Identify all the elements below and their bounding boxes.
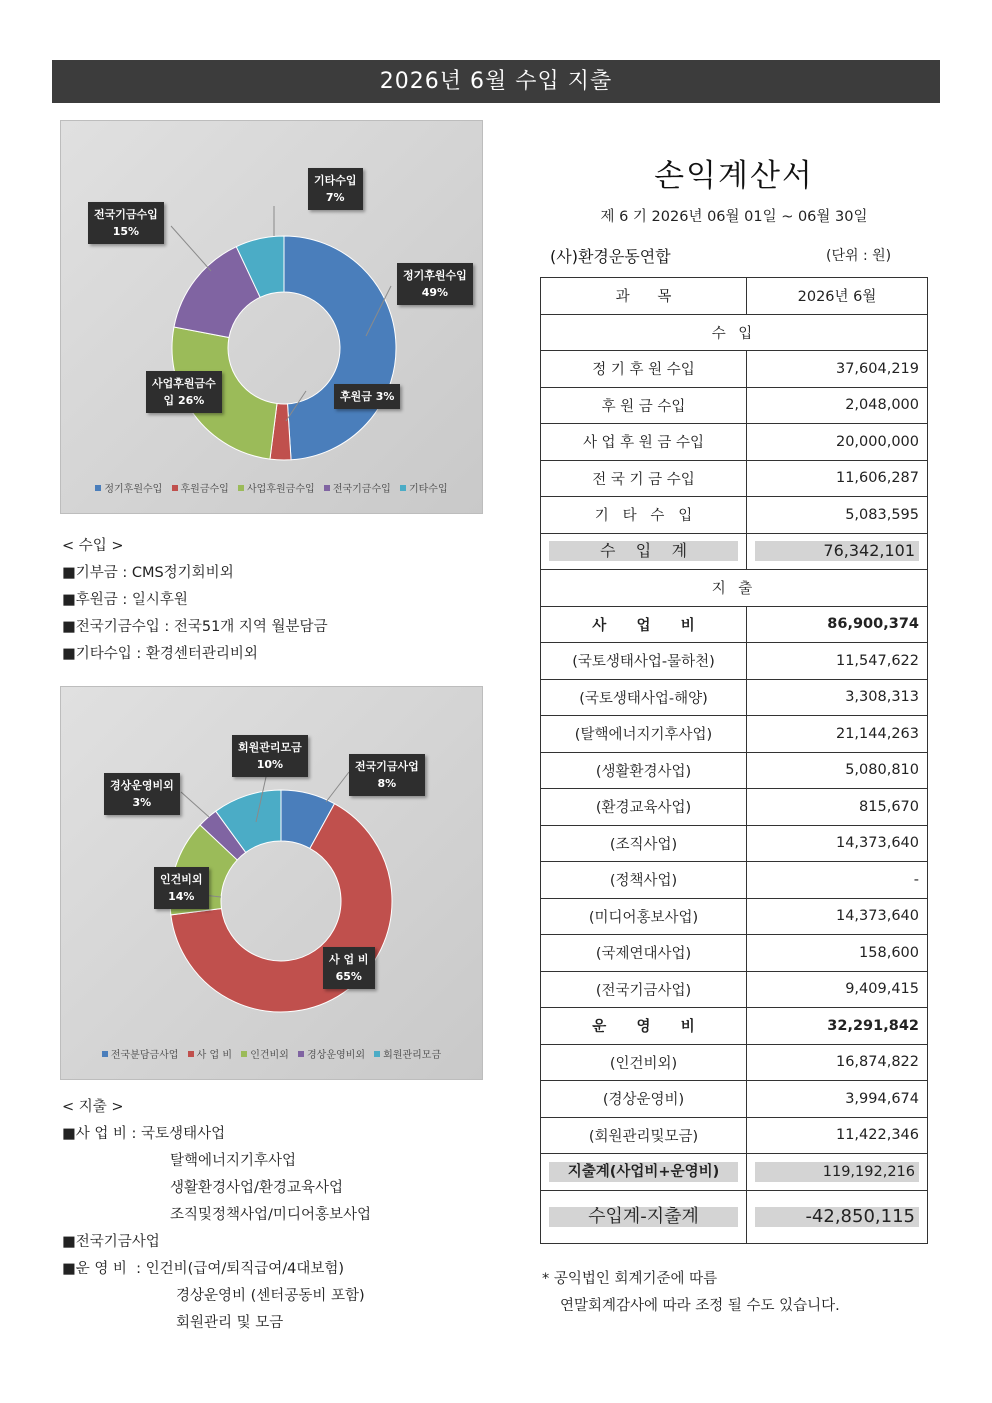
row-label: (정책사업) (541, 862, 747, 899)
legend-item: 정기후원수입 (95, 480, 162, 495)
income-total-row (541, 533, 928, 570)
footnote-line: * 공익법인 회계기준에 따름 (542, 1271, 718, 1287)
row-value: 14,373,640 (747, 825, 928, 862)
table-row (541, 752, 928, 789)
table-row (541, 460, 928, 497)
legend-item: 회원관리모금 (374, 1046, 441, 1061)
expense-callout-biz: 사 업 비 65% (323, 947, 375, 989)
row-value: 2,048,000 (747, 387, 928, 424)
row-label: 운 영 비 (541, 1008, 747, 1045)
footnote (542, 1266, 840, 1320)
expense-total-row (541, 1154, 928, 1191)
table-row (541, 497, 928, 534)
row-label: 전 국 기 금 수입 (541, 460, 747, 497)
income-notes-heading: < 수입 > (62, 538, 124, 554)
income-total-value: 76,342,101 (755, 541, 919, 561)
table-row (541, 351, 928, 388)
expense-note-line: 탈핵에너지기후사업 (170, 1153, 297, 1169)
expense-note-line: ■사 업 비 : 국토생태사업 (62, 1126, 226, 1142)
net-label: 수입계-지출계 (549, 1207, 738, 1227)
biz-total-row (541, 606, 928, 643)
row-label: 기 타 수 입 (541, 497, 747, 534)
expense-notes (62, 1094, 371, 1337)
table-row (541, 935, 928, 972)
income-chart (60, 120, 483, 514)
legend-item: 사 업 비 (188, 1046, 232, 1061)
income-section-label: 수 입 (541, 314, 928, 351)
row-value: - (747, 862, 928, 899)
row-label: (국토생태사업-해양) (541, 679, 747, 716)
row-value: 37,604,219 (747, 351, 928, 388)
expense-callout-national: 전국기금사업 8% (349, 754, 425, 796)
row-label: (전국기금사업) (541, 971, 747, 1008)
expense-total-value: 119,192,216 (755, 1162, 919, 1182)
table-row (541, 424, 928, 461)
income-total-label: 수 입 계 (549, 541, 738, 561)
income-callout-national: 전국기금수입 15% (88, 202, 164, 244)
table-row (541, 387, 928, 424)
income-note-item: ■전국기금수입 : 전국51개 지역 월분담금 (62, 619, 328, 635)
income-note-item: ■기부금 : CMS정기회비외 (62, 565, 234, 581)
statement-period: 제 6 기 2026년 06월 01일 ~ 06월 30일 (600, 209, 868, 225)
row-label: (미디어홍보사업) (541, 898, 747, 935)
income-callout-project: 사업후원금수 입 26% (146, 371, 222, 413)
col-item: 과 목 (541, 278, 747, 315)
row-label: 정 기 후 원 수입 (541, 351, 747, 388)
legend-item: 전국기금수입 (324, 480, 391, 495)
legend-item: 경상운영비외 (298, 1046, 365, 1061)
leader-line (181, 792, 209, 817)
expense-note-line: ■운 영 비 : 인건비(급여/퇴직급여/4대보험) (62, 1261, 345, 1277)
row-label: (환경교육사업) (541, 789, 747, 826)
row-value: 11,422,346 (747, 1117, 928, 1154)
statement-title: 손익계산서 (654, 158, 814, 194)
donut-slice-1 (284, 236, 396, 460)
row-label: (조직사업) (541, 825, 747, 862)
income-note-item: ■기타수입 : 환경센터관리비외 (62, 646, 258, 662)
section-row (541, 570, 928, 607)
expense-callout-ops: 경상운영비외 3% (104, 773, 180, 815)
page-banner: 2026년 6월 수입 지출 (52, 60, 940, 103)
expense-total-label: 지출계(사업비+운영비) (549, 1162, 738, 1182)
row-label: (경상운영비) (541, 1081, 747, 1118)
row-label: 후 원 금 수입 (541, 387, 747, 424)
row-label: 사 업 후 원 금 수입 (541, 424, 747, 461)
ops-total-row (541, 1008, 928, 1045)
expense-note-line: ■전국기금사업 (62, 1234, 160, 1250)
income-callout-regular: 정기후원수입 49% (397, 263, 473, 305)
row-label: (국제연대사업) (541, 935, 747, 972)
expense-section-label: 지 출 (541, 570, 928, 607)
row-value: 3,994,674 (747, 1081, 928, 1118)
legend-item: 기타수입 (400, 480, 448, 495)
table-header-row (541, 278, 928, 315)
row-value: 11,606,287 (747, 460, 928, 497)
income-notes (62, 533, 328, 668)
expense-note-line: 경상운영비 (센터공동비 포함) (176, 1288, 365, 1304)
income-note-item: ■후원금 : 일시후원 (62, 592, 188, 608)
footnote-line: 연말회계감사에 따라 조정 될 수도 있습니다. (560, 1298, 840, 1314)
row-value: 815,670 (747, 789, 928, 826)
statement-org: (사)환경운동연합 (550, 247, 671, 266)
row-value: 11,547,622 (747, 643, 928, 680)
income-donut (61, 121, 484, 515)
leader-line (326, 772, 349, 802)
net-row (541, 1190, 928, 1243)
row-value: 20,000,000 (747, 424, 928, 461)
expense-note-line: 생활환경사업/환경교육사업 (170, 1180, 343, 1196)
row-value: 14,373,640 (747, 898, 928, 935)
income-callout-etc: 기타수입 7% (308, 168, 363, 210)
table-row (541, 679, 928, 716)
row-label: (회원관리및모금) (541, 1117, 747, 1154)
legend-item: 사업후원금수입 (238, 480, 315, 495)
income-statement-table (540, 277, 928, 1244)
section-row (541, 314, 928, 351)
income-legend (61, 480, 482, 495)
legend-item: 전국분담금사업 (102, 1046, 179, 1061)
statement-unit: (단위 : 원) (826, 248, 892, 264)
table-row (541, 1117, 928, 1154)
row-label: (생활환경사업) (541, 752, 747, 789)
row-value: 5,080,810 (747, 752, 928, 789)
row-value: 86,900,374 (747, 606, 928, 643)
income-callout-donation: 후원금 3% (334, 384, 400, 409)
legend-item: 인건비외 (241, 1046, 289, 1061)
expense-legend (61, 1046, 482, 1061)
row-value: 5,083,595 (747, 497, 928, 534)
expense-note-line: 조직및정책사업/미디어홍보사업 (170, 1207, 371, 1223)
leader-line (171, 226, 211, 271)
table-row (541, 789, 928, 826)
row-value: 16,874,822 (747, 1044, 928, 1081)
row-value: 21,144,263 (747, 716, 928, 753)
net-value: -42,850,115 (755, 1207, 919, 1227)
row-label: (탈핵에너지기후사업) (541, 716, 747, 753)
expense-notes-heading: < 지출 > (62, 1099, 124, 1115)
expense-note-line: 회원관리 및 모금 (176, 1315, 284, 1331)
table-row (541, 825, 928, 862)
expense-callout-personnel: 인건비외 14% (154, 867, 209, 909)
row-value: 9,409,415 (747, 971, 928, 1008)
row-label: (국토생태사업-물하천) (541, 643, 747, 680)
expense-callout-members: 회원관리모금 10% (232, 735, 308, 777)
table-row (541, 643, 928, 680)
row-value: 158,600 (747, 935, 928, 972)
table-row (541, 1044, 928, 1081)
table-row (541, 862, 928, 899)
legend-item: 후원금수입 (172, 480, 229, 495)
row-label: 사 업 비 (541, 606, 747, 643)
table-row (541, 971, 928, 1008)
expense-chart (60, 686, 483, 1080)
table-row (541, 898, 928, 935)
table-row (541, 1081, 928, 1118)
row-value: 32,291,842 (747, 1008, 928, 1045)
row-label: (인건비외) (541, 1044, 747, 1081)
row-value: 3,308,313 (747, 679, 928, 716)
col-month: 2026년 6월 (747, 278, 928, 315)
table-row (541, 716, 928, 753)
